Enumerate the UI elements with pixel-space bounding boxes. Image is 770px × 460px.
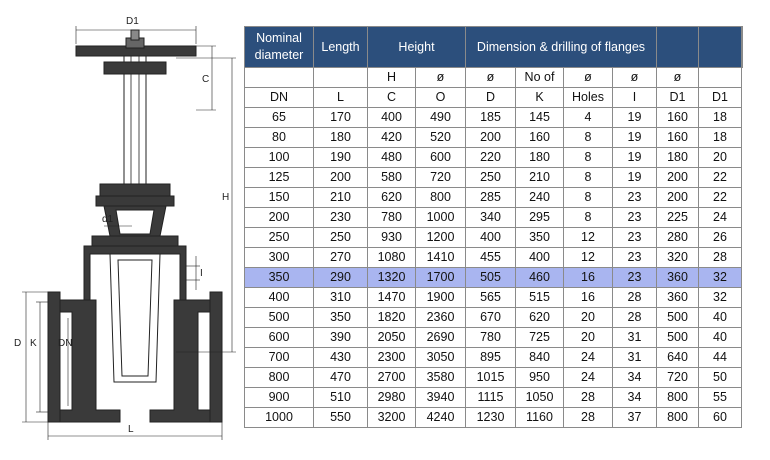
table-cell: 400: [516, 248, 564, 268]
table-cell: 20: [564, 328, 613, 348]
table-cell: 600: [416, 148, 466, 168]
table-cell: 895: [466, 348, 516, 368]
table-cell: 145: [516, 108, 564, 128]
table-cell: 800: [657, 388, 699, 408]
table-cell: 150: [245, 188, 314, 208]
subheader-cell: No of: [516, 68, 564, 88]
table-cell: 310: [314, 288, 368, 308]
table-cell: 250: [314, 228, 368, 248]
table-cell: 360: [657, 268, 699, 288]
table-cell: 190: [314, 148, 368, 168]
table-cell: 500: [657, 308, 699, 328]
table-cell: 170: [314, 108, 368, 128]
table-symbol-row: [245, 88, 743, 108]
table-cell: 580: [368, 168, 416, 188]
table-body: [245, 108, 743, 428]
table-cell: 125: [245, 168, 314, 188]
table-cell: 1900: [416, 288, 466, 308]
table-cell: 900: [245, 388, 314, 408]
header-cell: [742, 27, 743, 68]
label-c: C: [202, 74, 210, 85]
table-cell: 19: [613, 148, 657, 168]
table-cell: 780: [368, 208, 416, 228]
dimension-table: [244, 26, 743, 428]
table-cell: 19: [613, 108, 657, 128]
table-cell: 210: [314, 188, 368, 208]
symbol-cell: D1: [657, 88, 699, 108]
table-cell: 34: [613, 388, 657, 408]
table-cell: 390: [314, 328, 368, 348]
table-cell: 60: [699, 408, 742, 428]
table-cell: 40: [699, 308, 742, 328]
symbol-cell: O: [416, 88, 466, 108]
subheader-cell: [699, 68, 742, 88]
table-cell: 200: [245, 208, 314, 228]
table-cell: 1820: [368, 308, 416, 328]
table-row: [245, 188, 743, 208]
table-cell: 180: [516, 148, 564, 168]
table-cell: 490: [416, 108, 466, 128]
table-row: [245, 248, 743, 268]
table-cell: 8: [564, 128, 613, 148]
table-cell: 23: [613, 188, 657, 208]
table-cell: 520: [416, 128, 466, 148]
table-cell: 220: [466, 148, 516, 168]
table-cell: 1000: [416, 208, 466, 228]
table-cell: 50: [699, 368, 742, 388]
table-cell: 720: [657, 368, 699, 388]
table-cell: 18: [699, 128, 742, 148]
table-cell: 8: [564, 208, 613, 228]
table-cell: 12: [564, 228, 613, 248]
table-cell: 200: [657, 188, 699, 208]
table-cell: 455: [466, 248, 516, 268]
table-cell: 1700: [416, 268, 466, 288]
table-cell: 285: [466, 188, 516, 208]
table-row: [245, 388, 743, 408]
table-cell: 55: [699, 388, 742, 408]
table-cell: 480: [368, 148, 416, 168]
table-cell: 515: [516, 288, 564, 308]
table-cell: 505: [466, 268, 516, 288]
symbol-cell: DN: [245, 88, 314, 108]
table-cell: 24: [564, 368, 613, 388]
header-cell: Nominal diameter: [245, 27, 314, 68]
table-cell: 510: [314, 388, 368, 408]
table-cell: 350: [516, 228, 564, 248]
table-row: [245, 128, 743, 148]
table-cell: 840: [516, 348, 564, 368]
table-cell: 2700: [368, 368, 416, 388]
table-cell: 620: [516, 308, 564, 328]
table-cell: 1230: [466, 408, 516, 428]
label-d1: d1: [102, 214, 114, 225]
table-cell: 28: [564, 388, 613, 408]
table-row: [245, 308, 743, 328]
table-cell: 22: [699, 168, 742, 188]
table-cell: 4: [564, 108, 613, 128]
table-cell: 200: [657, 168, 699, 188]
table-cell: 340: [466, 208, 516, 228]
table-cell: 4240: [416, 408, 466, 428]
table-cell: 3050: [416, 348, 466, 368]
table-cell: 550: [314, 408, 368, 428]
table-cell: 1200: [416, 228, 466, 248]
label-k: K: [30, 338, 37, 349]
table-cell: 160: [657, 128, 699, 148]
label-d: D: [14, 338, 22, 349]
table-cell: 28: [613, 288, 657, 308]
table-cell: 31: [613, 348, 657, 368]
table-cell: 780: [466, 328, 516, 348]
table-cell: 23: [613, 268, 657, 288]
table-cell: 800: [657, 408, 699, 428]
table-row: [245, 168, 743, 188]
table-cell: 400: [368, 108, 416, 128]
subheader-cell: ø: [564, 68, 613, 88]
table-cell: 210: [516, 168, 564, 188]
table-row: [245, 368, 743, 388]
table-cell: 2050: [368, 328, 416, 348]
table-header-row: [245, 27, 743, 68]
table-cell: 640: [657, 348, 699, 368]
table-cell: 26: [699, 228, 742, 248]
table-cell: 1015: [466, 368, 516, 388]
table-cell: 280: [657, 228, 699, 248]
table-cell: 500: [657, 328, 699, 348]
table-cell: 3580: [416, 368, 466, 388]
table-cell: 28: [699, 248, 742, 268]
table-cell: 500: [245, 308, 314, 328]
table-cell: 1410: [416, 248, 466, 268]
table-cell: 950: [516, 368, 564, 388]
table-cell: 28: [613, 308, 657, 328]
table-row: [245, 328, 743, 348]
table-cell: 80: [245, 128, 314, 148]
subheader-cell: ø: [466, 68, 516, 88]
table-cell: 2690: [416, 328, 466, 348]
table-cell: 32: [699, 268, 742, 288]
table-cell: 40: [699, 328, 742, 348]
table-cell: 1115: [466, 388, 516, 408]
symbol-cell: D: [466, 88, 516, 108]
table-cell: 200: [466, 128, 516, 148]
header-cell: Dimension & drilling of flanges: [466, 27, 657, 68]
table-cell: 20: [699, 148, 742, 168]
table-cell: 65: [245, 108, 314, 128]
table-cell: 22: [699, 188, 742, 208]
table-cell: 3940: [416, 388, 466, 408]
table-cell: 3200: [368, 408, 416, 428]
table-cell: 470: [314, 368, 368, 388]
label-h: H: [222, 192, 230, 203]
label-l: L: [128, 424, 134, 435]
table-row: [245, 348, 743, 368]
symbol-cell: C: [368, 88, 416, 108]
table-cell: 1050: [516, 388, 564, 408]
label-i: I: [200, 268, 203, 279]
table-cell: 600: [245, 328, 314, 348]
table-cell: 20: [564, 308, 613, 328]
label-d1-top: D1: [126, 16, 139, 27]
subheader-cell: [314, 68, 368, 88]
subheader-cell: H: [368, 68, 416, 88]
subheader-cell: ø: [657, 68, 699, 88]
table-cell: 32: [699, 288, 742, 308]
header-cell: [699, 27, 742, 68]
subheader-cell: [245, 68, 314, 88]
table-cell: 700: [245, 348, 314, 368]
table-row: [245, 208, 743, 228]
table-cell: 31: [613, 328, 657, 348]
gate-valve-drawing: [0, 0, 240, 460]
table-cell: 620: [368, 188, 416, 208]
subheader-cell: ø: [613, 68, 657, 88]
table-cell: 250: [245, 228, 314, 248]
table-cell: 2360: [416, 308, 466, 328]
table-row: [245, 148, 743, 168]
table-row: [245, 228, 743, 248]
table-cell: 240: [516, 188, 564, 208]
table-cell: 800: [416, 188, 466, 208]
table-cell: 800: [245, 368, 314, 388]
table-cell: 930: [368, 228, 416, 248]
table-cell: 160: [516, 128, 564, 148]
table-cell: 1080: [368, 248, 416, 268]
table-cell: 16: [564, 288, 613, 308]
table-cell: 295: [516, 208, 564, 228]
subheader-cell: ø: [416, 68, 466, 88]
table-cell: 725: [516, 328, 564, 348]
table-row: [245, 108, 743, 128]
table-cell: 8: [564, 188, 613, 208]
table-cell: 8: [564, 168, 613, 188]
table-cell: 270: [314, 248, 368, 268]
table-cell: 2980: [368, 388, 416, 408]
table-cell: 1000: [245, 408, 314, 428]
table-cell: 290: [314, 268, 368, 288]
table-cell: 180: [314, 128, 368, 148]
table-cell: 23: [613, 248, 657, 268]
table-cell: 23: [613, 208, 657, 228]
table-cell: 185: [466, 108, 516, 128]
table-cell: 720: [416, 168, 466, 188]
table-cell: 320: [657, 248, 699, 268]
table-cell: 250: [466, 168, 516, 188]
table-cell: 23: [613, 228, 657, 248]
table-cell: 350: [314, 308, 368, 328]
table-cell: 2300: [368, 348, 416, 368]
header-cell: Height: [368, 27, 466, 68]
table-cell: 420: [368, 128, 416, 148]
table-cell: 400: [245, 288, 314, 308]
table-cell: 400: [466, 228, 516, 248]
label-dn: DN: [58, 338, 73, 349]
table-cell: 360: [657, 288, 699, 308]
table-cell: 19: [613, 128, 657, 148]
table-cell: 24: [699, 208, 742, 228]
symbol-cell: I: [613, 88, 657, 108]
table-cell: 300: [245, 248, 314, 268]
symbol-cell: L: [314, 88, 368, 108]
table-cell: 160: [657, 108, 699, 128]
table-cell: 1160: [516, 408, 564, 428]
table-cell: 430: [314, 348, 368, 368]
table-cell: 16: [564, 268, 613, 288]
table-cell: 1470: [368, 288, 416, 308]
table-cell: 24: [564, 348, 613, 368]
header-cell: Length: [314, 27, 368, 68]
table-subheader-row: [245, 68, 743, 88]
table-cell: 460: [516, 268, 564, 288]
table-cell: 670: [466, 308, 516, 328]
table-cell: 180: [657, 148, 699, 168]
table-row: [245, 288, 743, 308]
symbol-cell: D1: [699, 88, 742, 108]
table-cell: 44: [699, 348, 742, 368]
table-row: [245, 408, 743, 428]
table-cell: 12: [564, 248, 613, 268]
table-cell: 350: [245, 268, 314, 288]
table-cell: 8: [564, 148, 613, 168]
symbol-cell: K: [516, 88, 564, 108]
table-cell: 565: [466, 288, 516, 308]
header-cell: [657, 27, 699, 68]
table-cell: 34: [613, 368, 657, 388]
table-cell: 37: [613, 408, 657, 428]
table-cell: 28: [564, 408, 613, 428]
symbol-cell: Holes: [564, 88, 613, 108]
table-cell: 225: [657, 208, 699, 228]
table-cell: 100: [245, 148, 314, 168]
table-cell: 18: [699, 108, 742, 128]
table-cell: 1320: [368, 268, 416, 288]
table-row: [245, 268, 743, 288]
table-cell: 19: [613, 168, 657, 188]
table-cell: 200: [314, 168, 368, 188]
table-cell: 230: [314, 208, 368, 228]
